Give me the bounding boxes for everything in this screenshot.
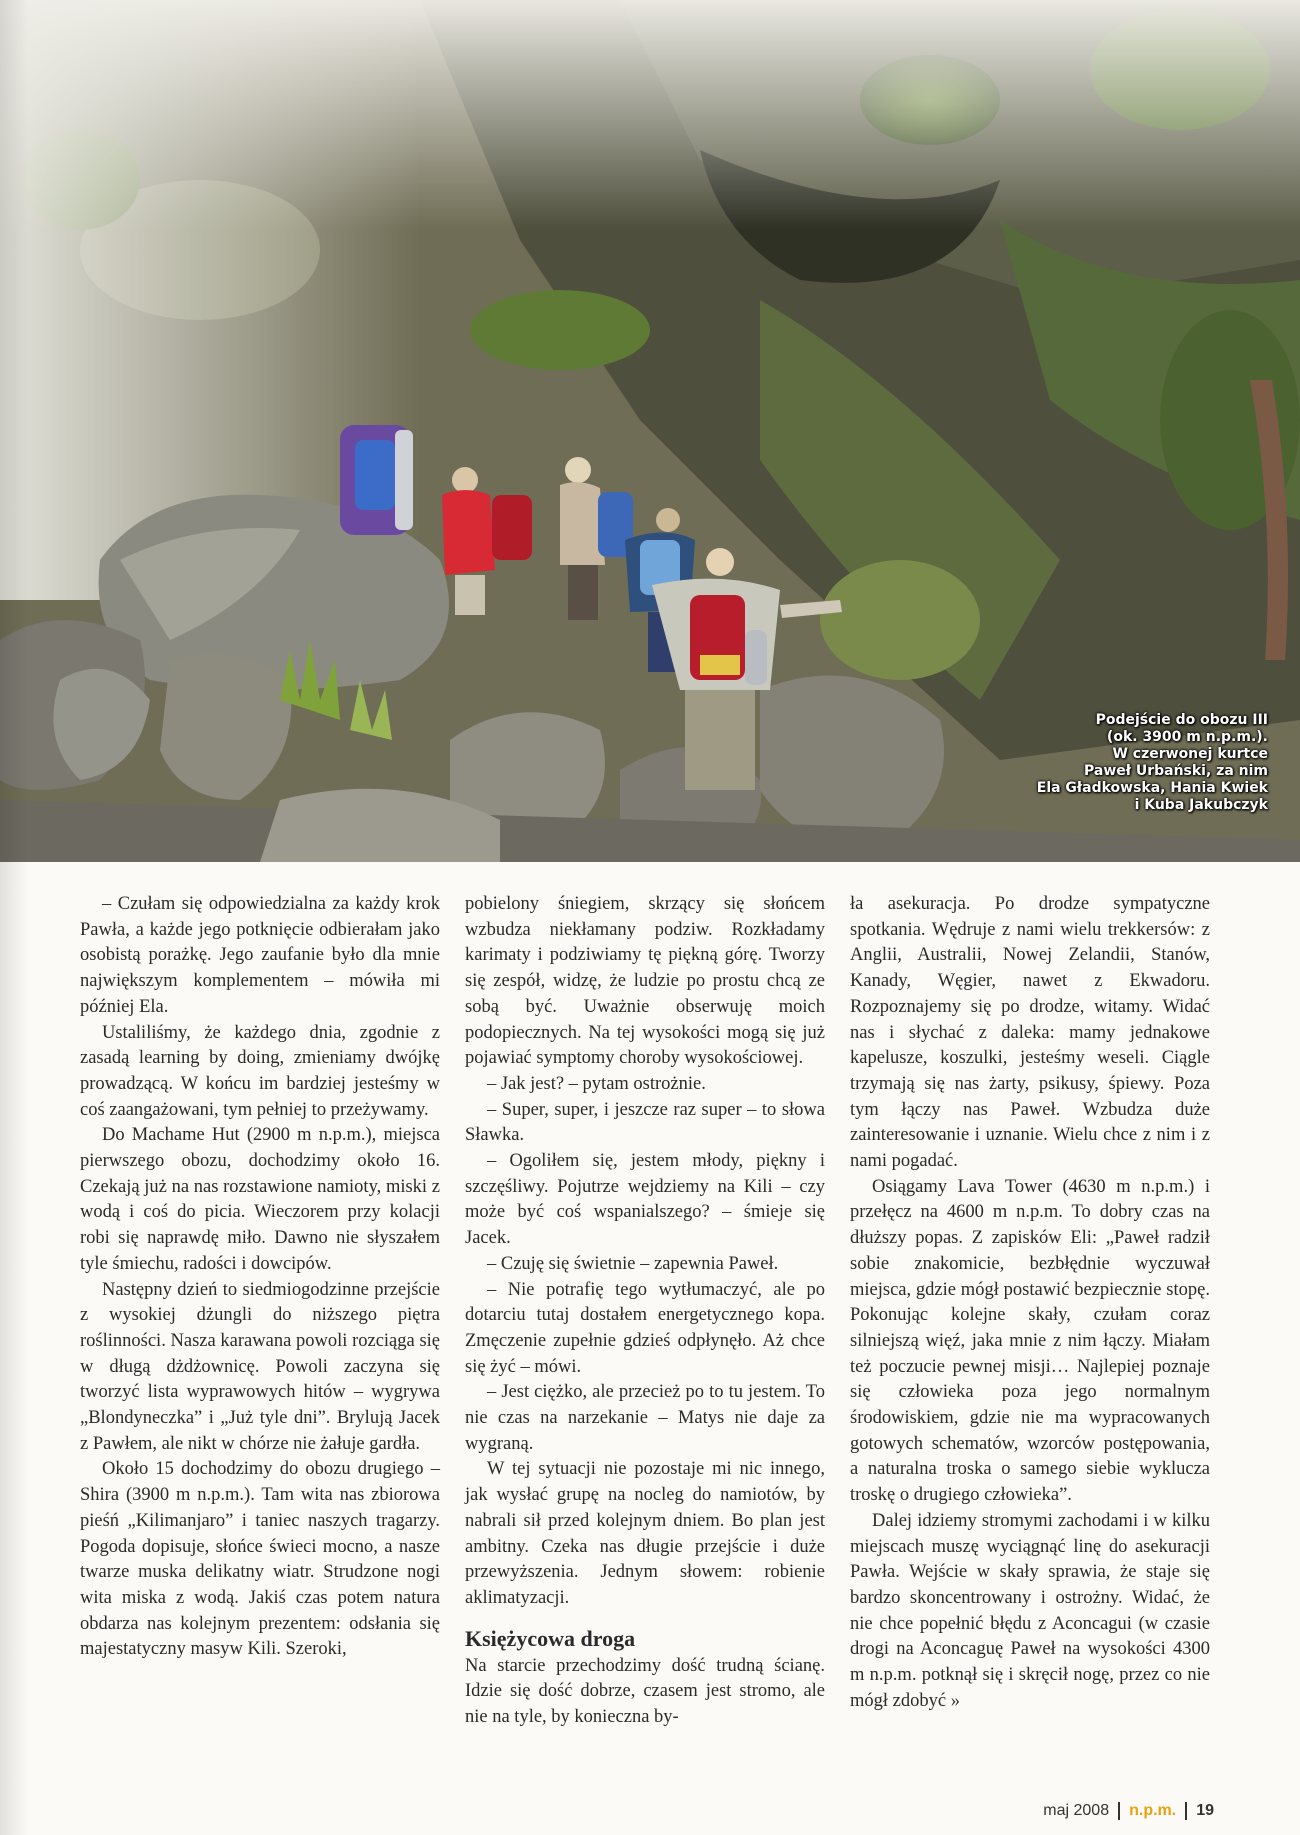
paragraph: Ustaliliśmy, że każdego dnia, zgodnie z zasadą learning by doing, zmieniamy dwójkę prowadzącą. W końcu im bardziej jesteśmy w coś zaangażowani, tym pełniej to przeżywamy.: [80, 1022, 440, 1120]
magazine-brand: n.p.m.: [1129, 1802, 1177, 1819]
dialogue-line: – Super, super, i jeszcze raz super – to słowa Sławka.: [465, 1099, 825, 1146]
photo-caption: [1028, 712, 1268, 814]
dialogue-line: – Ogoliłem się, jestem młody, piękny i szczęśliwy. Pojutrze wejdziemy na Kili – czy może być coś wspanialszego? – śmieje się Jacek.: [465, 1151, 825, 1249]
text-column-3: [850, 892, 1210, 1715]
caption-line: Paweł Urbański, za nim: [1084, 763, 1268, 779]
paragraph: Około 15 dochodzimy do obozu drugiego – Shira (3900 m n.p.m.). Tam wita nas zbiorowa pieśń „Kilimanjaro” i taniec naszych tragarzy. Pogoda dopisuje, słońce świeci mocno, a nasze twarze muska delikatny wiatr. Strudzone nogi wita miska z wodą. Jakiś czas potem natura obdarza nas kolejnym prezentem: odsłania się majestatyczny masyw Kili. Szeroki,: [80, 1459, 440, 1660]
dialogue-line: – Nie potrafię tego wytłumaczyć, ale po dotarciu tutaj dostałem energetycznego kopa. Zmęczenie zupełnie gdzieś odpłynęło. Aż chce się żyć – mówi.: [465, 1279, 825, 1377]
text-column-2: [465, 892, 825, 1731]
issue-date: maj 2008: [1043, 1802, 1110, 1819]
page-number: 19: [1196, 1802, 1214, 1819]
paragraph-last: [850, 1509, 1210, 1715]
caption-line: W czerwonej kurtce: [1112, 746, 1268, 762]
dialogue-line: – Czuję się świetnie – zapewnia Paweł.: [487, 1253, 779, 1274]
hero-photo: [0, 0, 1300, 862]
caption-line: Ela Gładkowska, Hania Kwiek: [1036, 780, 1268, 796]
paragraph: Do Machame Hut (2900 m n.p.m.), miejsca pierwszego obozu, dochodzimy około 16. Czekają już na nas rozstawione namioty, miski z wodą i coś do picia. Wieczorem przy kolacji robi się naprawdę miło. Dawno nie słyszałem tyle śmiechu, radości i dowcipów.: [80, 1125, 440, 1274]
paragraph: Na starcie przechodzimy dość trudną ścianę. Idzie się dość dobrze, czasem jest stromo, ale nie na tyle, by konieczna by-: [465, 1655, 825, 1728]
dialogue-line: – Jest ciężko, ale przecież po to tu jestem. To nie czas na narzekanie – Matys nie daje za wygraną.: [465, 1382, 825, 1454]
dialogue-line: – Jak jest? – pytam ostrożnie.: [487, 1073, 706, 1094]
paragraph-continued: ła asekuracja. Po drodze sympatyczne spotkania. Wędruje z nami wielu trekkersów: z Anglii, Australii, Nowej Zelandii, Stanów, Kanady, Węgier, nawet z Ekwadoru. Rozpoznajemy się po drodze, witamy. Widać nas i słychać z daleka: mamy jednakowe kapelusze, koszulki, jesteśmy weseli. Ciągle trzymają się nas żarty, psikusy, śpiewy. Poza tym łączy nas Paweł. Wzbudza duże zainteresowanie i uznanie. Wielu chce z nim i z nami pogadać.: [850, 894, 1210, 1172]
caption-line: i Kuba Jakubczyk: [1134, 797, 1268, 813]
caption-line: Podejście do obozu III: [1095, 712, 1268, 728]
paragraph: Osiągamy Lava Tower (4630 m n.p.m.) i przełęcz na 4600 m n.p.m. To dobry czas na dłuższy popas. Z zapisków Eli: „Paweł radził sobie znakomicie, bezbłędnie wyczuwał miejsca, gdzie mógł postawić bezpiecznie stopę. Pokonując kolejne skały, czułam coraz silniejszą więź, jaka mnie z nim łączy. Miałam też poczucie pewnej misji… Najlepiej poznaje się człowieka poza jego normalnym środowiskiem, gdzie nie ma wypracowanych gotowych schematów, wzorców postępowania, a naturalna troska o samego siebie wyklucza troskę o drugiego człowieka”.: [850, 1176, 1210, 1506]
footer-divider: [1118, 1802, 1120, 1820]
page-footer: [1043, 1802, 1214, 1820]
text-column-1: [80, 892, 440, 1663]
paragraph: Następny dzień to siedmiogodzinne przejście z wysokiej dżungli do niższego piętra roślinności. Nasza karawana powoli rozciąga się w długą dżdżownicę. Powoli zaczyna się tworzyć lista wyprawowych hitów – wygrywa „Blondyneczka” i „Już tyle dni”. Brylują Jacek z Pawłem, ale nikt w chórze nie żałuje gardła.: [80, 1279, 440, 1454]
paragraph-text: Dalej idziemy stromymi zachodami i w kilku miejscach muszę wyciągnąć linę do asekuracji Pawła. Wejście w skały sprawia, że staje się bardzo skoncentrowany i ostrożny. Widać, że nie chce popełnić błędu z Aconcagui (w czasie drogi na Aconcaguę Paweł na wysokości 4300 m n.p.m. potknął się i skręcił nogę, przez co nie mógł zdobyć: [850, 1510, 1210, 1711]
paragraph: – Czułam się odpowiedzialna za każdy krok Pawła, a każde jego potknięcie odbierałam jako osobistą porażkę. Jego zaufanie było dla mnie największym komplementem – mówiła mi później Ela.: [80, 894, 440, 1017]
footer-divider: [1185, 1802, 1187, 1820]
paragraph-continued: pobielony śniegiem, skrzący się słońcem wzbudza niekłamany podziw. Rozkładamy karimaty i podziwiamy tę piękną górę. Tworzy się zespół, widzę, że ludzie po prostu chcą ze sobą być. Uważnie obserwuję moich podopiecznych. Na tej wysokości mogą się już pojawiać symptomy choroby wysokościowej.: [465, 894, 825, 1069]
paragraph: W tej sytuacji nie pozostaje mi nic innego, jak wysłać grupę na nocleg do namiotów, by nabrali sił przed kolejnym dniem. Bo plan jest ambitny. Czeka nas długie przejście i duże przewyższenia. Jednym słowem: robienie aklimatyzacji.: [465, 1459, 825, 1608]
continue-arrow: »: [950, 1690, 960, 1711]
section-subheading: Księżycowa droga: [465, 1625, 636, 1651]
caption-line: (ok. 3900 m n.p.m.).: [1106, 729, 1268, 745]
